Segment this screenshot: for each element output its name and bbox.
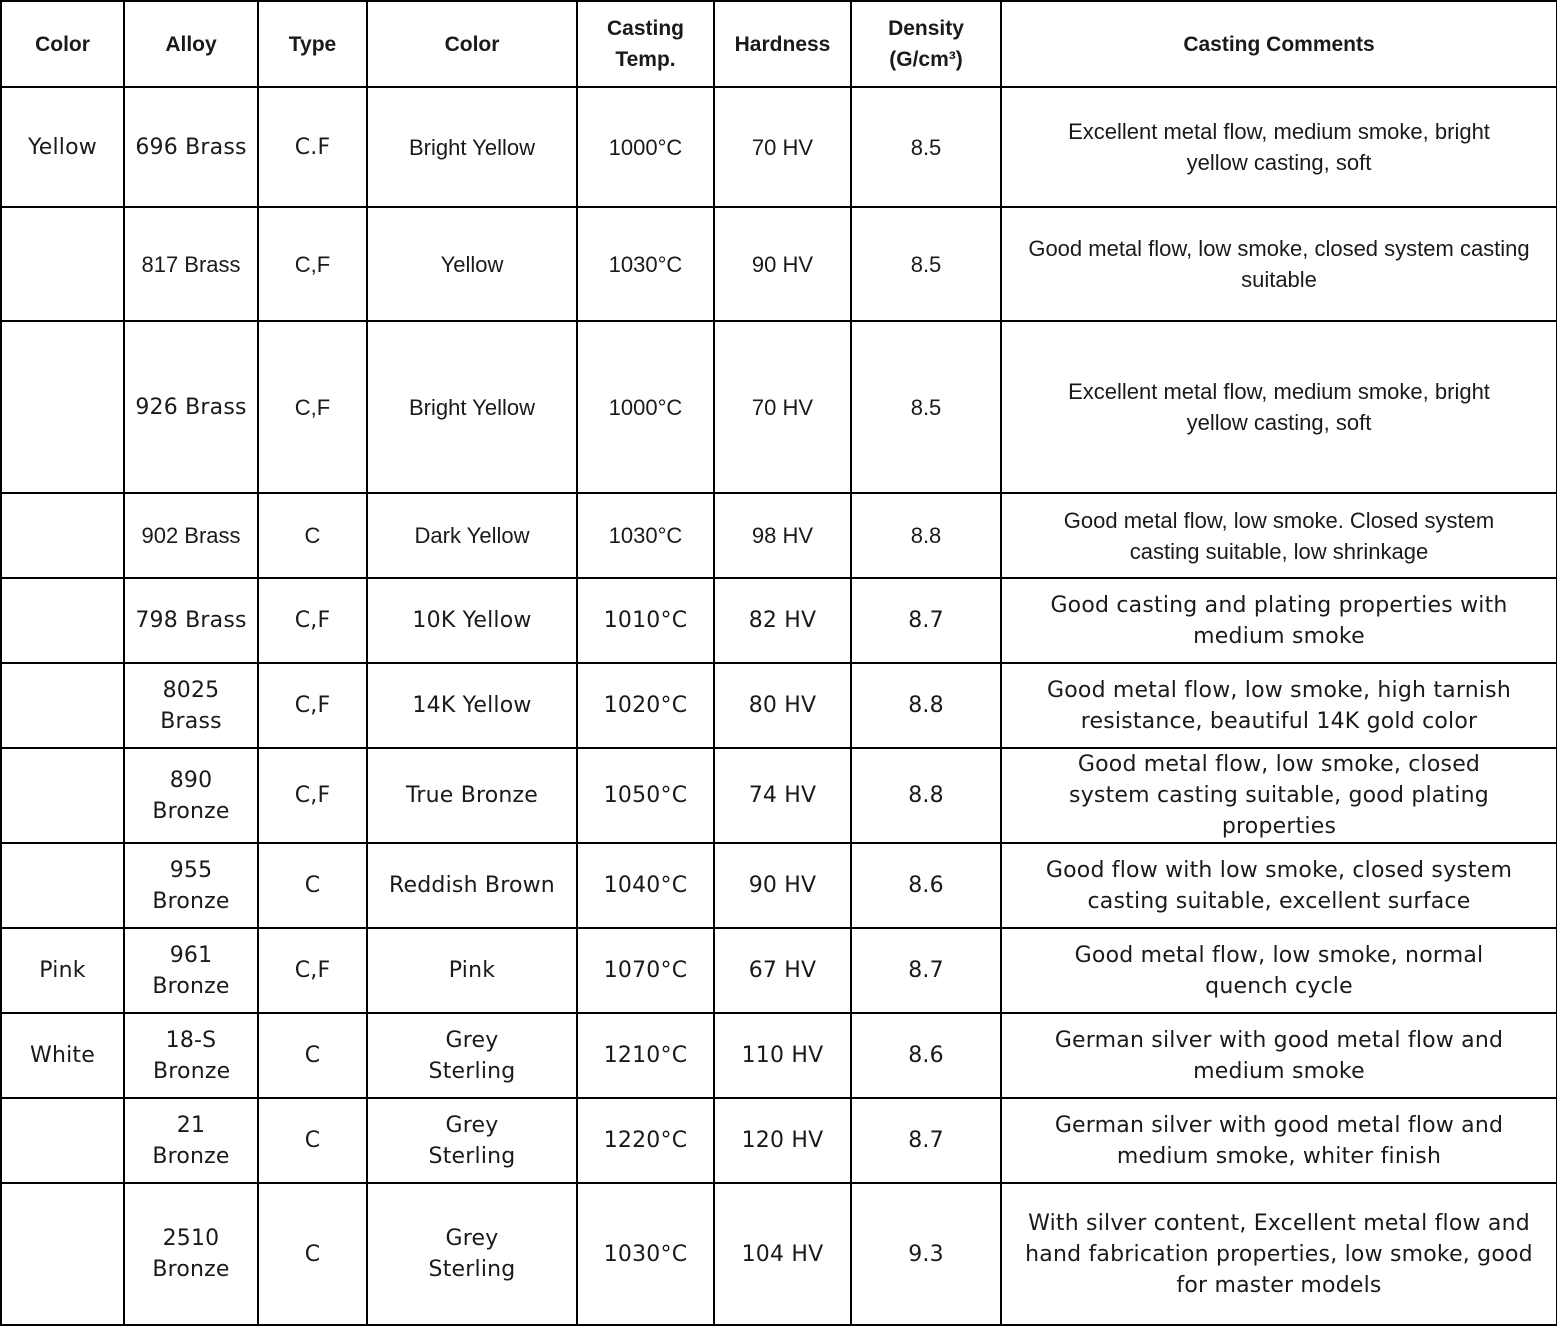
- cell-density: 8.5: [851, 87, 1001, 207]
- cell-type: C: [258, 493, 367, 578]
- cell-casting-comment: Good metal flow, low smoke, closed system casting suitable: [1001, 207, 1557, 321]
- cell-density: 8.8: [851, 748, 1001, 843]
- cell-casting-comment: Excellent metal flow, medium smoke, bright yellow casting, soft: [1001, 87, 1557, 207]
- cell-color: 14K Yellow: [367, 663, 577, 748]
- cell-alloy: 961 Bronze: [124, 928, 258, 1013]
- header-casting-temp: Casting Temp.: [577, 1, 714, 87]
- cell-hardness: 82 HV: [714, 578, 851, 663]
- table-row: [1, 87, 1557, 207]
- cell-hardness: 90 HV: [714, 843, 851, 928]
- cell-alloy: 2510 Bronze: [124, 1183, 258, 1325]
- cell-type: C: [258, 1183, 367, 1325]
- cell-density: 8.5: [851, 321, 1001, 493]
- cell-alloy: 798 Brass: [124, 578, 258, 663]
- cell-hardness: 98 HV: [714, 493, 851, 578]
- cell-color: Grey Sterling: [367, 1013, 577, 1098]
- cell-color-group: [1, 578, 124, 663]
- cell-casting-temp: 1030°C: [577, 207, 714, 321]
- cell-casting-temp: 1020°C: [577, 663, 714, 748]
- table-row: [1, 1098, 1557, 1183]
- header-alloy: Alloy: [124, 1, 258, 87]
- cell-alloy: 817 Brass: [124, 207, 258, 321]
- cell-alloy: 21 Bronze: [124, 1098, 258, 1183]
- cell-density: 8.7: [851, 928, 1001, 1013]
- cell-hardness: 80 HV: [714, 663, 851, 748]
- table-row: [1, 578, 1557, 663]
- cell-type: C,F: [258, 321, 367, 493]
- header-hardness: Hardness: [714, 1, 851, 87]
- cell-hardness: 70 HV: [714, 321, 851, 493]
- cell-color-group: [1, 1098, 124, 1183]
- cell-casting-comment: Good metal flow, low smoke, normal quench cycle: [1001, 928, 1557, 1013]
- cell-casting-temp: 1040°C: [577, 843, 714, 928]
- table-row: [1, 493, 1557, 578]
- cell-alloy: 902 Brass: [124, 493, 258, 578]
- cell-color-group: [1, 321, 124, 493]
- cell-alloy: 18-S Bronze: [124, 1013, 258, 1098]
- cell-density: 8.8: [851, 493, 1001, 578]
- cell-alloy: 926 Brass: [124, 321, 258, 493]
- cell-density: 9.3: [851, 1183, 1001, 1325]
- cell-type: C,F: [258, 663, 367, 748]
- cell-casting-comment: With silver content, Excellent metal flow and hand fabrication properties, low smoke, good for master models: [1001, 1183, 1557, 1325]
- cell-casting-temp: 1030°C: [577, 1183, 714, 1325]
- cell-color: 10K Yellow: [367, 578, 577, 663]
- cell-casting-temp: 1220°C: [577, 1098, 714, 1183]
- cell-casting-temp: 1050°C: [577, 748, 714, 843]
- cell-color: Yellow: [367, 207, 577, 321]
- table-row: [1, 1183, 1557, 1325]
- cell-casting-temp: 1010°C: [577, 578, 714, 663]
- header-casting-comments: Casting Comments: [1001, 1, 1557, 87]
- cell-hardness: 120 HV: [714, 1098, 851, 1183]
- cell-casting-comment: Good metal flow, low smoke, high tarnish resistance, beautiful 14K gold color: [1001, 663, 1557, 748]
- header-density: Density (G/cm³): [851, 1, 1001, 87]
- cell-color: Bright Yellow: [367, 321, 577, 493]
- cell-casting-comment: Excellent metal flow, medium smoke, bright yellow casting, soft: [1001, 321, 1557, 493]
- cell-color: True Bronze: [367, 748, 577, 843]
- cell-color-group: [1, 663, 124, 748]
- cell-color: Pink: [367, 928, 577, 1013]
- cell-casting-temp: 1030°C: [577, 493, 714, 578]
- cell-density: 8.5: [851, 207, 1001, 321]
- cell-color-group: [1, 1183, 124, 1325]
- cell-color: Grey Sterling: [367, 1098, 577, 1183]
- cell-casting-comment: Good casting and plating properties with medium smoke: [1001, 578, 1557, 663]
- cell-casting-comment: Good flow with low smoke, closed system casting suitable, excellent surface: [1001, 843, 1557, 928]
- cell-alloy: 8025 Brass: [124, 663, 258, 748]
- cell-color-group: [1, 748, 124, 843]
- cell-color: Grey Sterling: [367, 1183, 577, 1325]
- cell-type: C: [258, 843, 367, 928]
- table-row: [1, 207, 1557, 321]
- cell-type: C,F: [258, 928, 367, 1013]
- cell-color: Bright Yellow: [367, 87, 577, 207]
- header-color: Color: [367, 1, 577, 87]
- header-type: Type: [258, 1, 367, 87]
- cell-color-group: [1, 843, 124, 928]
- cell-casting-comment: Good metal flow, low smoke. Closed system casting suitable, low shrinkage: [1001, 493, 1557, 578]
- cell-color-group: White: [1, 1013, 124, 1098]
- cell-type: C,F: [258, 748, 367, 843]
- cell-density: 8.6: [851, 843, 1001, 928]
- cell-type: C: [258, 1098, 367, 1183]
- cell-casting-comment: German silver with good metal flow and medium smoke: [1001, 1013, 1557, 1098]
- cell-color: Reddish Brown: [367, 843, 577, 928]
- cell-color-group: Yellow: [1, 87, 124, 207]
- cell-color: Dark Yellow: [367, 493, 577, 578]
- cell-hardness: 67 HV: [714, 928, 851, 1013]
- cell-alloy: 890 Bronze: [124, 748, 258, 843]
- cell-type: C,F: [258, 578, 367, 663]
- cell-type: C,F: [258, 207, 367, 321]
- table-row: [1, 748, 1557, 843]
- table-row: [1, 928, 1557, 1013]
- cell-density: 8.6: [851, 1013, 1001, 1098]
- cell-hardness: 104 HV: [714, 1183, 851, 1325]
- cell-density: 8.8: [851, 663, 1001, 748]
- cell-casting-temp: 1210°C: [577, 1013, 714, 1098]
- cell-type: C: [258, 1013, 367, 1098]
- header-row: [1, 1, 1557, 87]
- cell-color-group: [1, 207, 124, 321]
- cell-hardness: 74 HV: [714, 748, 851, 843]
- cell-hardness: 90 HV: [714, 207, 851, 321]
- cell-hardness: 70 HV: [714, 87, 851, 207]
- cell-density: 8.7: [851, 1098, 1001, 1183]
- cell-type: C.F: [258, 87, 367, 207]
- table-row: [1, 663, 1557, 748]
- cell-hardness: 110 HV: [714, 1013, 851, 1098]
- cell-casting-comment: German silver with good metal flow and medium smoke, whiter finish: [1001, 1098, 1557, 1183]
- cell-casting-comment: Good metal flow, low smoke, closed system casting suitable, good plating properties: [1001, 748, 1557, 843]
- cell-alloy: 955 Bronze: [124, 843, 258, 928]
- header-color-group: Color: [1, 1, 124, 87]
- cell-alloy: 696 Brass: [124, 87, 258, 207]
- cell-density: 8.7: [851, 578, 1001, 663]
- table-row: [1, 321, 1557, 493]
- cell-color-group: [1, 493, 124, 578]
- cell-casting-temp: 1070°C: [577, 928, 714, 1013]
- table-row: [1, 1013, 1557, 1098]
- cell-color-group: Pink: [1, 928, 124, 1013]
- cell-casting-temp: 1000°C: [577, 321, 714, 493]
- table-row: [1, 843, 1557, 928]
- cell-casting-temp: 1000°C: [577, 87, 714, 207]
